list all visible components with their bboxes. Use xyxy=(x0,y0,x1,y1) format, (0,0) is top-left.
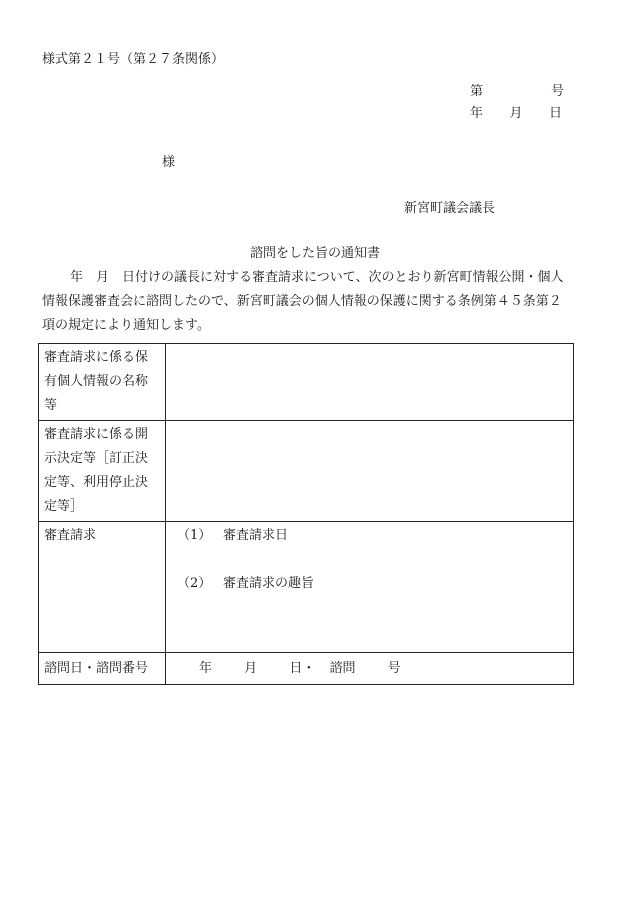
notice-body xyxy=(42,266,577,338)
inquiry-year: 年 xyxy=(199,660,213,676)
inquiry-day: 日・ xyxy=(289,660,316,676)
item-number: （1） xyxy=(177,528,212,543)
table-row xyxy=(39,344,574,421)
document-number-prefix: 第 xyxy=(470,84,484,99)
disclosure-decision-label: 審査請求に係る開示決定等［訂正決定等、利用停止決定等］ xyxy=(39,421,166,522)
item-number: （2） xyxy=(177,576,212,591)
item-text: 審査請求日 xyxy=(223,528,289,543)
inquiry-label: 諮問 xyxy=(329,660,356,676)
body-line-2: 情報保護審査会に諮問したので、新宮町議会の個人情報の保護に関する条例第４５条第２ xyxy=(42,294,562,309)
inquiry-date-number-line xyxy=(171,657,568,681)
issue-date-month: 月 xyxy=(509,106,523,121)
recipient-honorific: 様 xyxy=(162,155,176,170)
review-request-label: 審査請求 xyxy=(39,522,166,653)
table-row xyxy=(39,653,574,685)
document-number-line xyxy=(470,80,564,99)
review-request-purpose-item xyxy=(171,572,568,596)
review-request-date-item xyxy=(171,524,568,548)
issue-date-line xyxy=(470,102,562,121)
review-request-field xyxy=(166,522,574,653)
inquiry-date-number-field xyxy=(166,653,574,685)
sender-name: 新宮町議会議長 xyxy=(404,201,496,216)
item-text: 審査請求の趣旨 xyxy=(223,576,315,591)
issue-date-day: 日 xyxy=(548,106,562,121)
inquiry-month: 月 xyxy=(244,660,258,676)
body-line-3: 項の規定により通知します。 xyxy=(42,318,210,333)
document-number-suffix: 号 xyxy=(550,84,564,99)
body-line-1: 年 月 日付けの議長に対する審査請求について、次のとおり新宮町情報公開・個人 xyxy=(70,270,564,285)
document-title: 諮問をした旨の通知書 xyxy=(249,246,380,261)
personal-info-name-label: 審査請求に係る保有個人情報の名称等 xyxy=(39,344,166,421)
inquiry-date-number-label: 諮問日・諮問番号 xyxy=(39,653,166,685)
inquiry-number-suffix: 号 xyxy=(387,660,401,676)
issue-date-year: 年 xyxy=(470,106,484,121)
notice-form-table xyxy=(38,343,574,685)
form-number: 様式第２１号（第２７条関係） xyxy=(42,52,225,67)
table-row xyxy=(39,421,574,522)
disclosure-decision-field xyxy=(166,421,574,522)
table-row xyxy=(39,522,574,653)
personal-info-name-field xyxy=(166,344,574,421)
